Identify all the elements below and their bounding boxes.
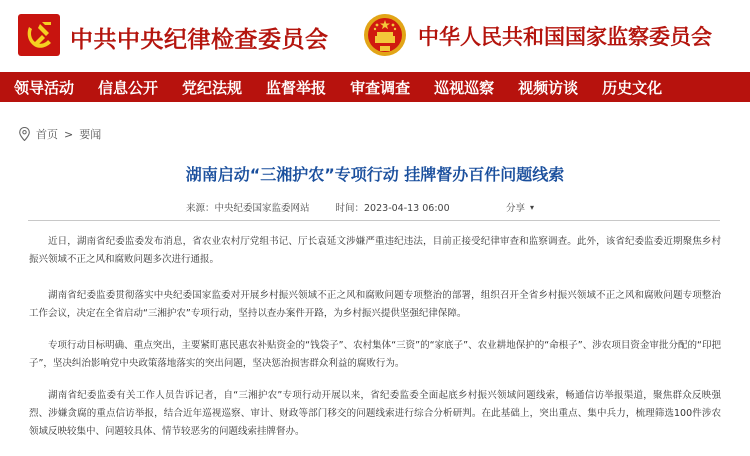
chevron-down-icon: ▾	[530, 202, 535, 212]
nav-item-info-disclosure[interactable]: 信息公开	[98, 78, 159, 97]
nav-item-history[interactable]: 历史文化	[602, 78, 663, 97]
divider	[28, 220, 720, 221]
breadcrumb-current[interactable]: 要闻	[79, 128, 102, 141]
article-paragraph: 近日，湖南省纪委监委发布消息，省农业农村厅党组书记、厅长袁延文涉嫌严重违纪违法，目前正接受纪律审查和监察调查。此外，该省纪委监委近期聚焦乡村振兴领域不正之风和腐败问题多次进行通报。	[29, 236, 721, 265]
nav-item-investigation[interactable]: 审查调查	[350, 78, 411, 97]
site-header	[0, 0, 750, 72]
site-title-right: 中华人民共和国国家监察委员会	[418, 24, 712, 49]
party-emblem-icon	[18, 14, 60, 56]
breadcrumb-home-link[interactable]: 首页	[36, 128, 58, 141]
article-source: 来源：中央纪委国家监委网站	[186, 203, 310, 214]
article-time: 时间：2023-04-13 06:00	[335, 203, 450, 214]
article-paragraph: 湖南省纪委监委贯彻落实中央纪委国家监委对开展乡村振兴领域不正之风和腐败问题专项整治的部署，组织召开全省乡村振兴领域不正之风和腐败问题专项整治工作会议，决定在全省启动“三湘护农”专项行动，坚持以查办案件开路，为乡村振兴提供坚强纪律保障。	[29, 290, 721, 319]
nav-item-regulations[interactable]: 党纪法规	[182, 78, 243, 97]
nav-item-reporting[interactable]: 监督举报	[266, 78, 327, 97]
nav-item-inspection[interactable]: 巡视巡察	[434, 78, 495, 97]
breadcrumb-separator: >	[64, 127, 74, 141]
article-meta	[186, 200, 450, 214]
site-title-left: 中共中央纪律检查委员会	[70, 26, 329, 53]
article-paragraph: 专项行动目标明确、重点突出，主要紧盯惠民惠农补贴资金的“钱袋子”、农村集体“三资”的“家底子”、农业耕地保护的“命根子”、涉农项目资金审批分配的“印把子”，坚决纠治影响党中央政策落地落实的突出问题，坚决惩治损害群众利益的腐败行为。	[29, 340, 721, 369]
share-button[interactable]	[506, 200, 534, 214]
article-title: 湖南启动“三湘护农”专项行动 挂牌督办百件问题线索	[185, 165, 565, 184]
breadcrumb	[19, 126, 101, 142]
national-emblem-icon	[362, 12, 408, 58]
location-pin-icon	[19, 127, 30, 141]
article-paragraph: 湖南省纪委监委有关工作人员告诉记者，自“三湘护农”专项行动开展以来，省纪委监委全面起底乡村振兴领域问题线索，畅通信访举报渠道，聚焦群众反映强烈、涉嫌贪腐的重点信访举报，结合近年巡视巡察、审计、财政等部门移交的问题线索进行综合分析研判。在此基础上，突出重点、集中兵力，梳理筛选100件涉农领域反映较集中、问题较具体、情节较恶劣的问题线索挂牌督办。	[29, 390, 721, 437]
main-nav	[0, 72, 750, 102]
share-label: 分享	[506, 203, 526, 214]
nav-item-video-interviews[interactable]: 视频访谈	[518, 78, 579, 97]
nav-item-leadership[interactable]: 领导活动	[14, 78, 75, 97]
